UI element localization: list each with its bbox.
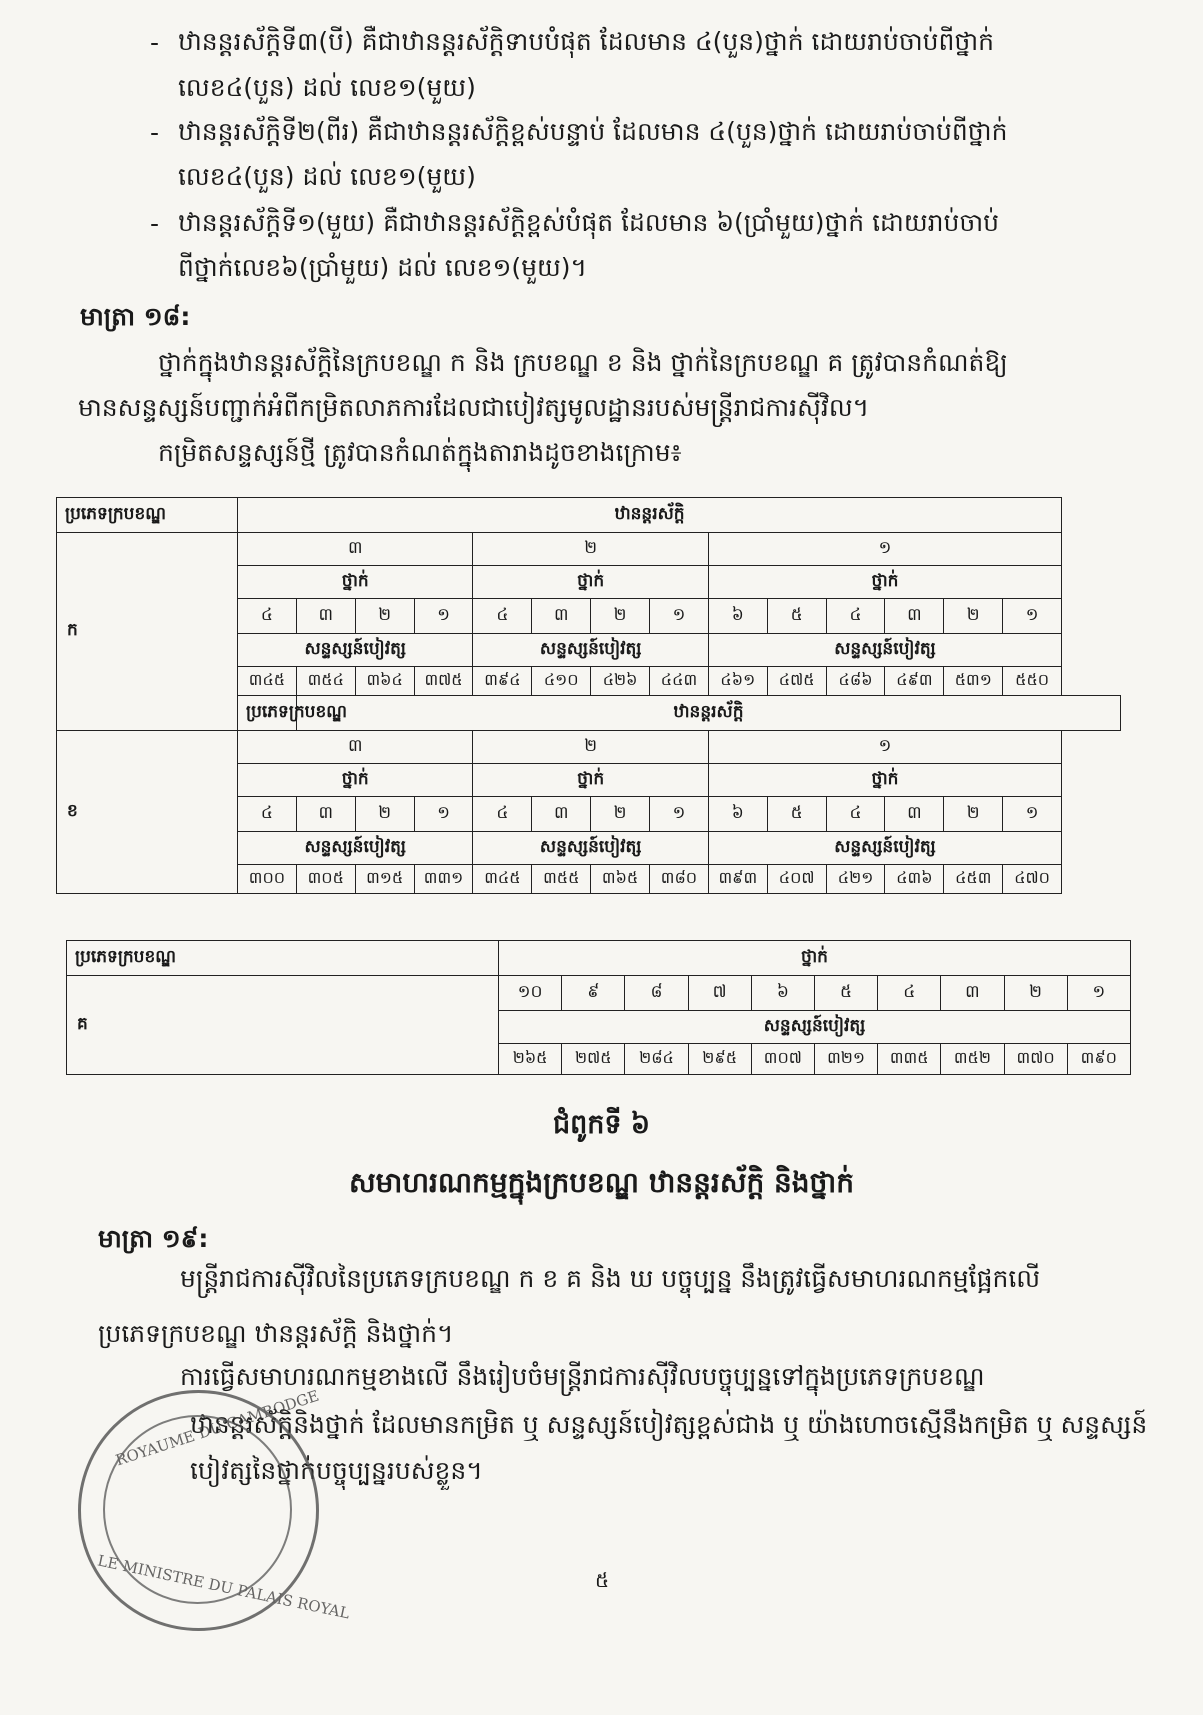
rank-cell: ៣ — [238, 731, 473, 764]
index-value-cell: ៤២៦ — [591, 667, 650, 696]
index-value-cell: ៣៧៥ — [414, 667, 473, 696]
grade-cell: ២ — [591, 797, 650, 832]
seal-text-top: ROYAUME DU CAMBODGE — [113, 1386, 322, 1470]
category-header: ប្រភេទក្របខណ្ឌ — [57, 498, 238, 533]
index-value-cell: ៣០៧ — [751, 1044, 814, 1075]
grade-header: ថ្នាក់ — [499, 941, 1131, 976]
chapter-number: ជំពូកទី ៦ — [552, 1109, 651, 1140]
index-value-cell: ៣០០ — [238, 865, 297, 894]
article-19-heading: មាត្រា ១៩: — [98, 1224, 209, 1253]
grade-cell: ៧ — [688, 976, 751, 1011]
index-value-cell: ៣២១ — [814, 1044, 877, 1075]
index-value-cell: ៣៤៥ — [473, 865, 532, 894]
grade-cell: ១ — [1003, 797, 1062, 832]
index-value-cell: ៣៩៤ — [473, 667, 532, 696]
article-18-para: កម្រិតសន្ទស្សន៍ថ្មី ត្រូវបានកំណត់ក្នុងតារាងដូចខាងក្រោម៖ — [158, 438, 682, 467]
chapter-title: សមាហរណកម្មក្នុងក្របខណ្ឌ ឋានន្តរស័ក្តិ និងថ្នាក់ — [349, 1166, 854, 1199]
index-value-cell: ៤២១ — [826, 865, 885, 894]
grade-cell: ១ — [650, 599, 709, 634]
index-value-cell: ៤៣៦ — [885, 865, 944, 894]
bullet-marker: - — [150, 28, 160, 57]
article-18-heading: មាត្រា ១៨: — [80, 302, 191, 331]
rank-cell: ២ — [473, 731, 708, 764]
index-value-cell: ៣៨០ — [650, 865, 709, 894]
bullet-text: ឋានន្តរស័ក្តិទី២(ពីរ) គឺជាឋានន្តរស័ក្តិខ្ពស់បន្ទាប់ ដែលមាន ៤(បួន)ថ្នាក់ ដោយរាប់ចាប់ពីថ្នាក់ — [178, 117, 1008, 146]
index-value-cell: ៣៦៥ — [591, 865, 650, 894]
index-value-cell: ៣១៥ — [355, 865, 414, 894]
grade-cell: ៤ — [238, 797, 297, 832]
grade-cell: ៣ — [532, 797, 591, 832]
rank-cell: ២ — [473, 533, 708, 566]
rank-header: ឋានន្តរស័ក្តិ — [238, 498, 1062, 533]
index-value-cell: ៣៩៣ — [708, 865, 767, 894]
index-header: សន្ទស្សន៍បៀវត្ស — [708, 832, 1061, 865]
grade-cell: ៤ — [473, 797, 532, 832]
category-header: ប្រភេទក្របខណ្ឌ — [238, 696, 297, 731]
grade-cell: ១ — [414, 797, 473, 832]
grade-cell: ៣ — [941, 976, 1004, 1011]
grade-cell: ៤ — [878, 976, 941, 1011]
index-value-cell: ៤៥៣ — [944, 865, 1003, 894]
grade-cell: ៣ — [532, 599, 591, 634]
rank-cell: ១ — [708, 533, 1061, 566]
index-header: សន្ទស្សន៍បៀវត្ស — [238, 832, 473, 865]
grade-cell: ២ — [355, 797, 414, 832]
index-value-cell: ៣៦៤ — [355, 667, 414, 696]
grade-header: ថ្នាក់ — [238, 764, 473, 797]
category-header: ប្រភេទក្របខណ្ឌ — [67, 941, 499, 976]
grade-cell: ៦ — [751, 976, 814, 1011]
index-header: សន្ទស្សន៍បៀវត្ស — [473, 634, 708, 667]
grade-header: ថ្នាក់ — [473, 764, 708, 797]
article-19-para: ការធ្វើសមាហរណកម្មខាងលើ នឹងរៀបចំមន្ត្រីរាជការស៊ីវិលបច្ចុប្បន្នទៅក្នុងប្រភេទក្របខណ្ឌ — [180, 1362, 985, 1391]
grade-cell: ៣ — [885, 797, 944, 832]
index-header: សន្ទស្សន៍បៀវត្ស — [238, 634, 473, 667]
rank-cell: ៣ — [238, 533, 473, 566]
page-number: ៥ — [595, 1568, 610, 1592]
index-value-cell: ៣៣៥ — [878, 1044, 941, 1075]
bullet-text: ឋានន្តរស័ក្តិទី៣(បី) គឺជាឋានន្តរស័ក្តិទាបបំផុត ដែលមាន ៤(បួន)ថ្នាក់ ដោយរាប់ចាប់ពីថ្នាក់ — [178, 27, 995, 56]
grade-cell: ២ — [1004, 976, 1067, 1011]
index-value-cell: ៤១០ — [532, 667, 591, 696]
grade-cell: ៤ — [826, 797, 885, 832]
grade-cell: ១ — [650, 797, 709, 832]
grade-cell: ៦ — [708, 797, 767, 832]
grade-cell: ២ — [591, 599, 650, 634]
seal-text-bottom: LE MINISTRE DU PALAIS ROYAL — [95, 1551, 352, 1623]
bullet-text: លេខ៤(បួន) ដល់ លេខ១(មួយ) — [178, 73, 476, 102]
index-value-cell: ២៩៥ — [688, 1044, 751, 1075]
grade-cell: ១ — [1067, 976, 1130, 1011]
grade-cell: ៨ — [625, 976, 688, 1011]
index-header: សន្ទស្សន៍បៀវត្ស — [499, 1011, 1131, 1044]
bullet-marker: - — [150, 118, 160, 147]
grade-cell: ៥ — [814, 976, 877, 1011]
index-value-cell: ២៦៥ — [499, 1044, 562, 1075]
article-19-para: មន្ត្រីរាជការស៊ីវិលនៃប្រភេទក្របខណ្ឌ ក ខ គ និង ឃ បច្ចុប្បន្ន នឹងត្រូវធ្វើសមាហរណកម្មផ្អែកលើ — [180, 1264, 1041, 1293]
index-value-cell: ៣៩០ — [1067, 1044, 1130, 1075]
index-value-cell: ២៨៤ — [625, 1044, 688, 1075]
index-value-cell: ៤៧០ — [1003, 865, 1062, 894]
article-18-para: ថ្នាក់ក្នុងឋានន្តរស័ក្តិនៃក្របខណ្ឌ ក និង ក្របខណ្ឌ ខ និង ថ្នាក់នៃក្របខណ្ឌ គ ត្រូវបានកំណត់ឱ្យ — [158, 348, 1008, 377]
bullet-text: ពីថ្នាក់លេខ៦(ប្រាំមួយ) ដល់ លេខ១(មួយ)។ — [178, 253, 588, 282]
grade-cell: ៩ — [562, 976, 625, 1011]
grade-cell: ២ — [944, 797, 1003, 832]
index-value-cell: ៣០៥ — [296, 865, 355, 894]
bullet-text: ឋានន្តរស័ក្តិទី១(មួយ) គឺជាឋានន្តរស័ក្តិខ្ពស់បំផុត ដែលមាន ៦(ប្រាំមួយ)ថ្នាក់ ដោយរាប់ចាប់ — [178, 208, 1000, 237]
grade-cell: ២ — [944, 599, 1003, 634]
article-18-para: មានសន្ទស្សន៍បញ្ជាក់អំពីកម្រិតលាភការដែលជាបៀវត្សមូលដ្ឋានរបស់មន្ត្រីរាជការស៊ីវិល។ — [78, 393, 870, 422]
index-value-cell: ៣៣១ — [414, 865, 473, 894]
article-19-para: ឋានន្តរស័ក្តិនិងថ្នាក់ ដែលមានកម្រិត ឬ សន្ទស្សន៍បៀវត្សខ្ពស់ជាង ឬ យ៉ាងហោចស្មើនឹងកម្រិត ឬ សន្ទស្សន៍ — [190, 1410, 1148, 1439]
category-label: ក — [57, 533, 238, 731]
grade-cell: ៤ — [826, 599, 885, 634]
grade-header: ថ្នាក់ — [708, 566, 1061, 599]
index-value-cell: ៣៤៥ — [238, 667, 297, 696]
index-value-cell: ៣៧០ — [1004, 1044, 1067, 1075]
grade-cell: ១ — [1003, 599, 1062, 634]
index-value-cell: ៣៥៤ — [296, 667, 355, 696]
grade-cell: ២ — [355, 599, 414, 634]
index-header: សន្ទស្សន៍បៀវត្ស — [473, 832, 708, 865]
bullet-text: លេខ៤(បួន) ដល់ លេខ១(មួយ) — [178, 162, 476, 191]
index-value-cell: ២៧៥ — [562, 1044, 625, 1075]
grade-header: ថ្នាក់ — [238, 566, 473, 599]
index-value-cell: ៤៨៦ — [826, 667, 885, 696]
grade-cell: ៣ — [296, 599, 355, 634]
index-header: សន្ទស្សន៍បៀវត្ស — [708, 634, 1061, 667]
grade-cell: ៣ — [296, 797, 355, 832]
grade-cell: ៣ — [885, 599, 944, 634]
index-value-cell: ៥៣១ — [944, 667, 1003, 696]
index-value-cell: ៣៥៥ — [532, 865, 591, 894]
index-value-cell: ៥៥០ — [1003, 667, 1062, 696]
article-19-para: ប្រភេទក្របខណ្ឌ ឋានន្តរស័ក្តិ និងថ្នាក់។ — [98, 1319, 454, 1348]
grade-cell: ៦ — [708, 599, 767, 634]
index-value-cell: ៤៩៣ — [885, 667, 944, 696]
grade-header: ថ្នាក់ — [708, 764, 1061, 797]
category-label: ខ — [57, 731, 238, 894]
rank-cell: ១ — [708, 731, 1061, 764]
rank-header: ឋានន្តរស័ក្តិ — [296, 696, 1120, 731]
index-value-cell: ៣៥២ — [941, 1044, 1004, 1075]
salary-index-table-c — [66, 940, 1131, 1075]
index-value-cell: ៤០៧ — [767, 865, 826, 894]
salary-index-table-ab — [56, 497, 1121, 894]
category-label: គ — [67, 976, 499, 1075]
grade-cell: ៤ — [473, 599, 532, 634]
grade-header: ថ្នាក់ — [473, 566, 708, 599]
grade-cell: ៤ — [238, 599, 297, 634]
index-value-cell: ៤៦១ — [708, 667, 767, 696]
index-value-cell: ៤៧៥ — [767, 667, 826, 696]
index-value-cell: ៤៤៣ — [650, 667, 709, 696]
grade-cell: ១០ — [499, 976, 562, 1011]
grade-cell: ៥ — [767, 599, 826, 634]
bullet-marker: - — [150, 209, 160, 238]
grade-cell: ៥ — [767, 797, 826, 832]
grade-cell: ១ — [414, 599, 473, 634]
article-19-para: បៀវត្សនៃថ្នាក់បច្ចុប្បន្នរបស់ខ្លួន។ — [190, 1456, 483, 1485]
